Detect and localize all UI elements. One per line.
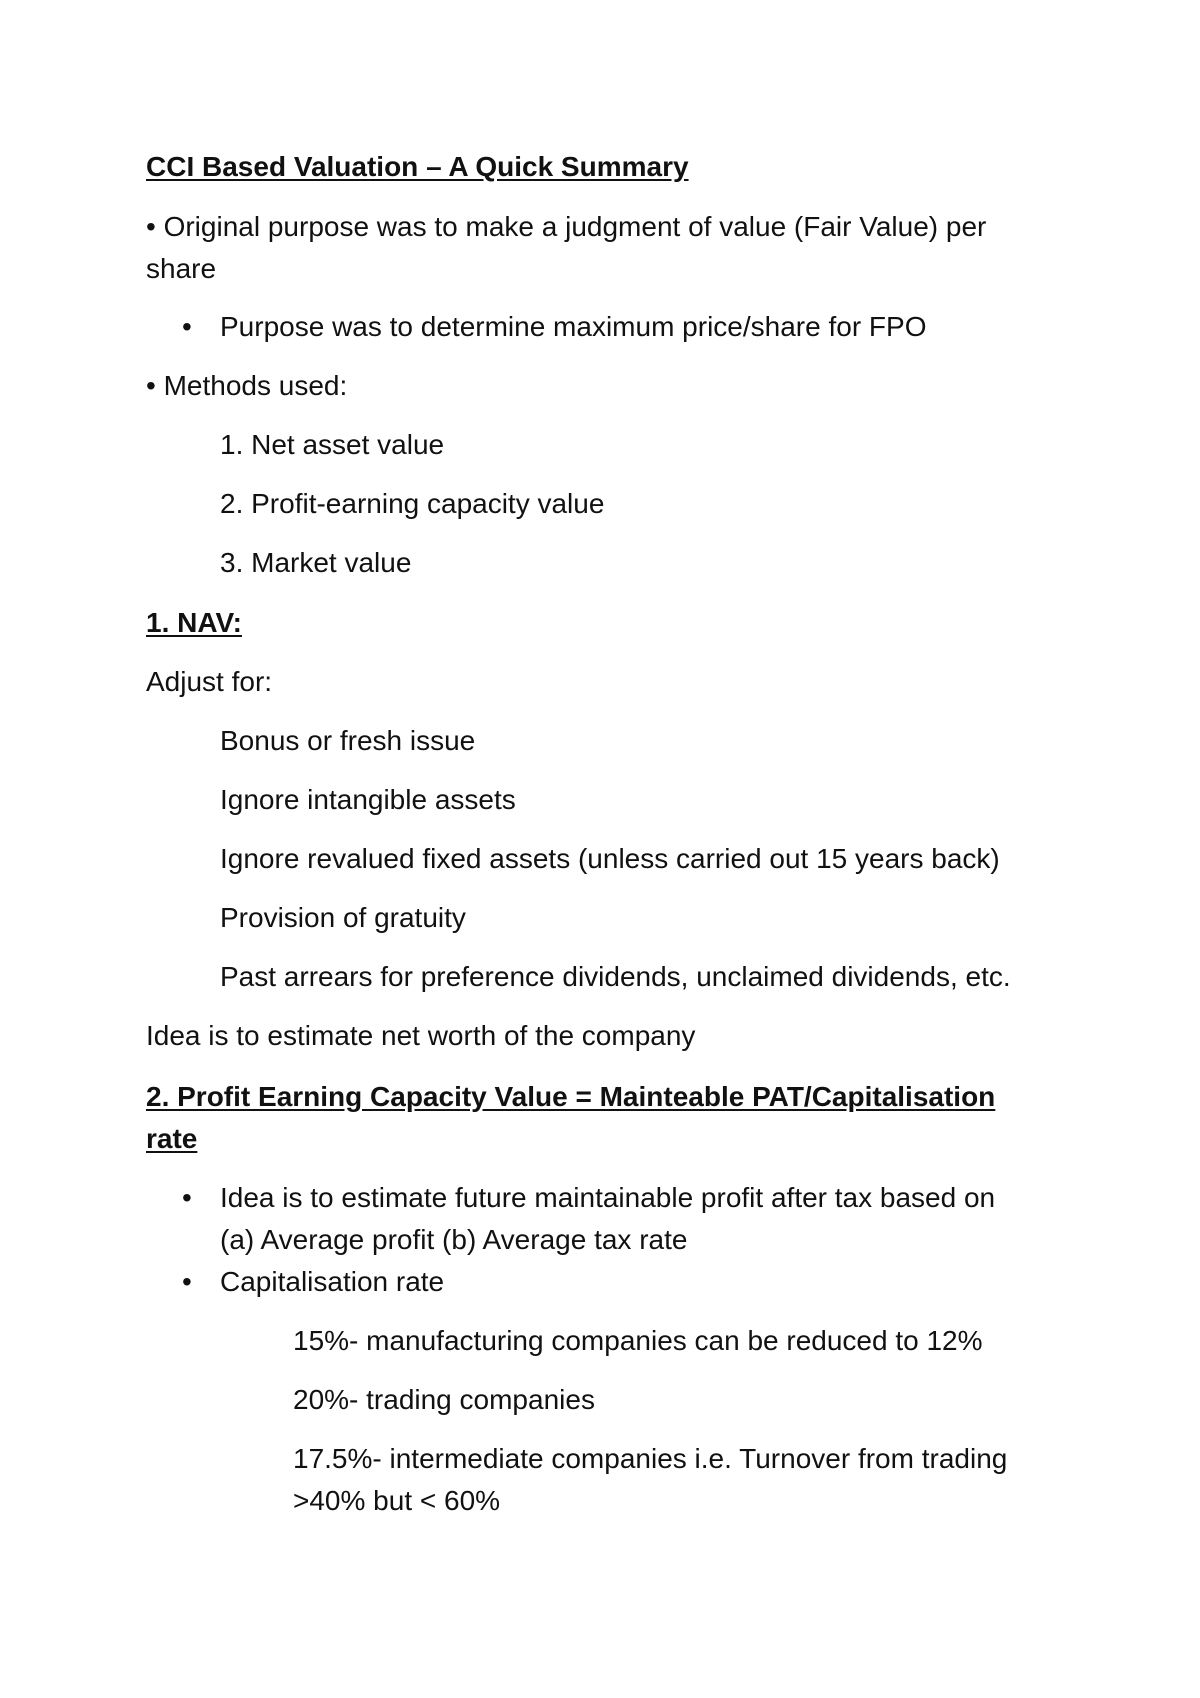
nav-item-bonus: Bonus or fresh issue — [220, 725, 476, 756]
methods-bullet: • Methods used: — [146, 370, 348, 401]
method-item-2: 2. Profit-earning capacity value — [220, 488, 605, 519]
list-item-capitalisation — [182, 1265, 444, 1299]
list-item-idea — [182, 1181, 995, 1215]
nav-item-gratuity: Provision of gratuity — [220, 902, 466, 933]
nav-item-revalued: Ignore revalued fixed assets (unless carried out 15 years back) — [220, 843, 1000, 874]
method-item-1: 1. Net asset value — [220, 429, 445, 460]
list-item-purpose — [182, 310, 926, 344]
list-item-idea-text: Idea is to estimate future maintainable profit after tax based on — [220, 1182, 996, 1213]
bullet-icon: • — [182, 1266, 192, 1297]
document-title: CCI Based Valuation – A Quick Summary — [146, 151, 689, 182]
intro-bullet: • Original purpose was to make a judgment of value (Fair Value) per — [146, 211, 987, 242]
list-item-idea-continuation: (a) Average profit (b) Average tax rate — [220, 1224, 688, 1255]
rate-item-trading: 20%- trading companies — [293, 1384, 595, 1415]
nav-heading: 1. NAV: — [146, 607, 242, 638]
nav-idea: Idea is to estimate net worth of the company — [146, 1020, 696, 1051]
list-item-capitalisation-text: Capitalisation rate — [220, 1266, 445, 1297]
pecv-heading-line-1: 2. Profit Earning Capacity Value = Mainteable PAT/Capitalisation — [146, 1081, 996, 1112]
bullet-icon: • — [182, 311, 192, 342]
method-item-3: 3. Market value — [220, 547, 412, 578]
adjust-label: Adjust for: — [146, 666, 273, 697]
bullet-icon: • — [182, 1182, 192, 1213]
nav-item-intangible: Ignore intangible assets — [220, 784, 516, 815]
nav-item-arrears: Past arrears for preference dividends, unclaimed dividends, etc. — [220, 961, 1011, 992]
rate-item-intermediate-continuation: >40% but < 60% — [293, 1485, 501, 1516]
rate-item-intermediate: 17.5%- intermediate companies i.e. Turnover from trading — [293, 1443, 1008, 1474]
rate-item-manufacturing: 15%- manufacturing companies can be reduced to 12% — [293, 1325, 983, 1356]
pecv-heading-line-2: rate — [146, 1123, 198, 1154]
list-item-purpose-text: Purpose was to determine maximum price/share for FPO — [220, 311, 927, 342]
intro-bullet-continuation: share — [146, 253, 217, 284]
